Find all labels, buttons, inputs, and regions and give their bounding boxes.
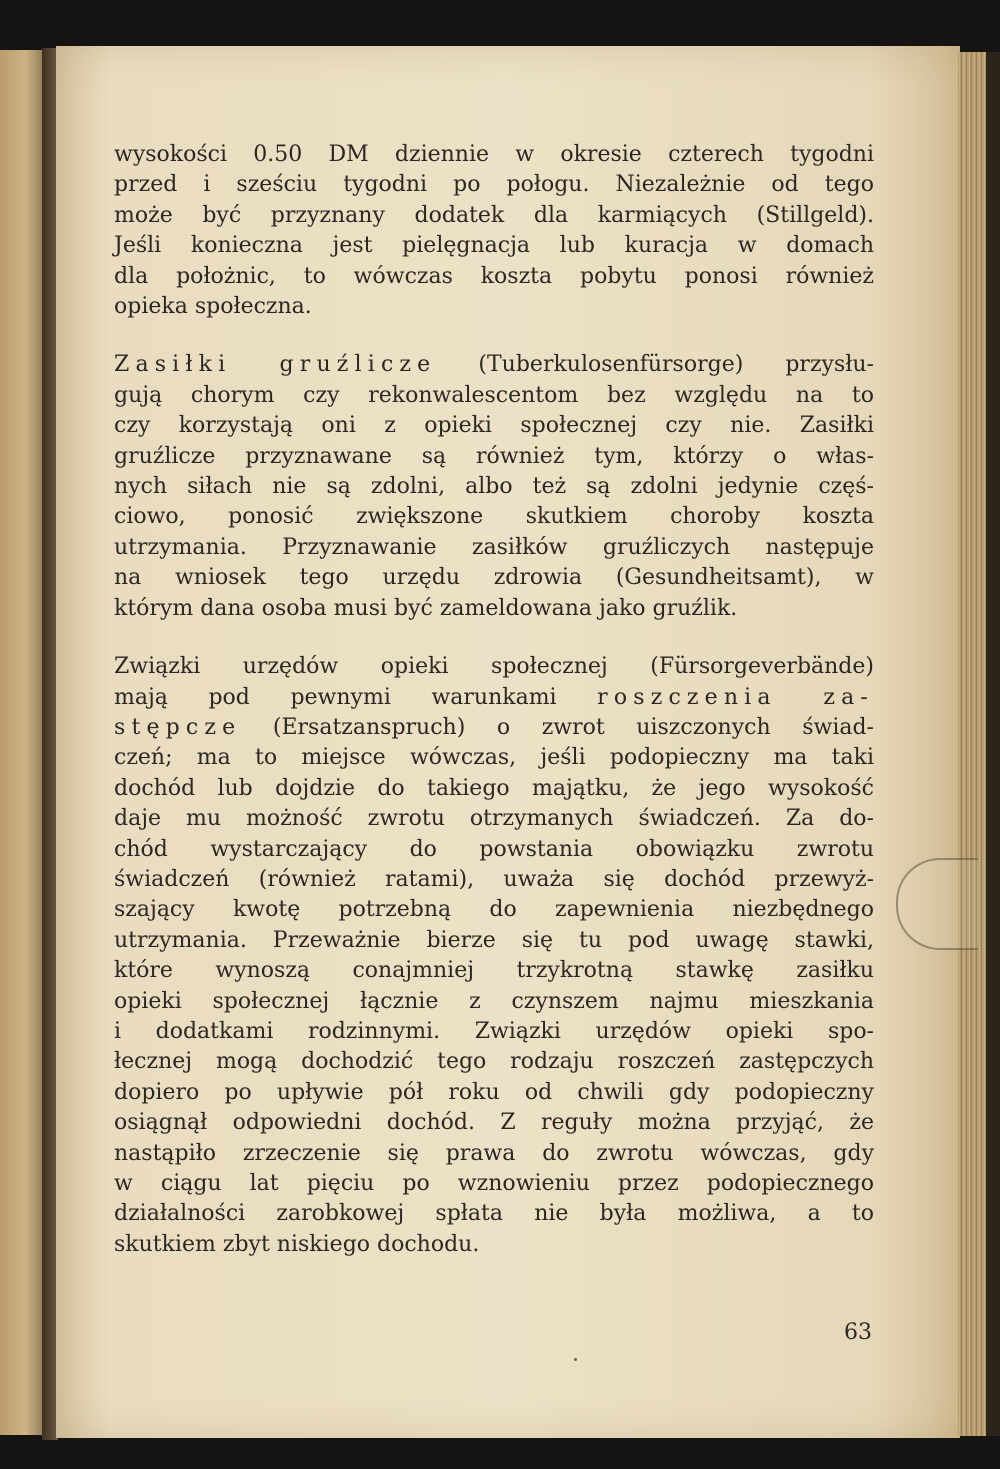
text-line: Jeśli konieczna jest pielęgnacja lub kuracja w domach [114,233,874,259]
body-text [114,140,874,1288]
page-stack-edges [958,52,988,1436]
text-line: utrzymania. Przeważnie bierze się tu pod uwagę stawki, [114,927,874,953]
text-line: Związki urzędów opieki społecznej (Fürsorgeverbände) [114,654,874,680]
text-line: czeń; ma to miejsce wówczas, jeśli podopieczny ma taki [114,745,874,771]
text-line: nastąpiło zrzeczenie się prawa do zwrotu wówczas, gdy [114,1140,874,1166]
text-line: ciowo, ponosić zwiększone skutkiem choroby koszta [114,504,874,530]
text-line [114,683,874,713]
text-line: szający kwotę potrzebną do zapewnienia niezbędnego [114,897,874,923]
text-run: (Ersatzanspruch) o zwrot uiszczonych świad- [241,714,874,740]
text-line: w ciągu lat pięciu po wznowieniu przez podopiecznego [114,1171,874,1196]
text-line: gruźlicze przyznawane są również tym, którzy o włas- [114,443,874,469]
text-line: łecznej mogą dochodzić tego rodzaju roszczeń zastępczych [114,1049,874,1075]
text-line [114,350,874,380]
text-line: i dodatkami rodzinnymi. Związki urzędów opieki spo- [114,1018,874,1044]
text-line: nych siłach nie są zdolni, albo też są zdolni jedynie częś- [114,474,874,500]
text-line: chód wystarczający do powstania obowiązku zwrotu [114,836,874,862]
spaced-term: stępcze [114,714,242,740]
text-line: daje mu możność zwrotu otrzymanych świadczeń. Za do- [114,806,874,832]
page-number: 63 [844,1320,872,1345]
text-line: czy korzystają oni z opieki społecznej czy nie. Zasiłki [114,413,874,439]
text-line: dopiero po upływie pół roku od chwili gdy podopieczny [114,1079,874,1105]
text-run: (Tuberkulosenfürsorge) przysłu- [436,352,874,378]
text-line [114,713,874,743]
text-line: na wniosek tego urzędu zdrowia (Gesundheitsamt), w [114,565,874,591]
ink-speck [574,1358,577,1361]
paragraph-1 [114,140,874,322]
text-line: dochód lub dojdzie do takiego majątku, że jego wysokość [114,775,874,801]
text-line: skutkiem zbyt niskiego dochodu. [114,1231,480,1257]
previous-page-edge [0,50,46,1435]
text-line: dla położnic, to wówczas koszta pobytu ponosi również [114,263,874,289]
paragraph-3 [114,652,874,1260]
text-line: utrzymania. Przyznawanie zasiłków gruźliczych następuje [114,534,874,560]
page-clip [896,858,978,950]
text-line: działalności zarobkowej spłata nie była możliwa, a to [114,1201,874,1227]
text-line: opieka społeczna. [114,294,312,320]
text-line: którym dana osoba musi być zameldowana jako gruźlik. [114,595,738,621]
text-run: mają pod pewnymi warunkami [114,684,598,710]
book-edge-shadow [986,52,1000,1436]
text-line: może być przyznany dodatek dla karmiących (Stillgeld). [114,202,874,228]
spaced-term: Zasiłki gruźlicze [114,352,437,378]
text-line: opieki społecznej łącznie z czynszem najmu mieszkania [114,988,874,1014]
text-line: które wynoszą conajmniej trzykrotną stawkę zasiłku [114,958,874,984]
text-line: gują chorym czy rekonwalescentom bez względu na to [114,382,874,408]
text-line: wysokości 0.50 DM dziennie w okresie czterech tygodni [114,142,874,167]
spaced-term: roszczenia za- [597,684,874,710]
text-line: przed i sześciu tygodni po połogu. Niezależnie od tego [114,172,874,198]
text-line: osiągnął odpowiedni dochód. Z reguły można przyjąć, że [114,1110,874,1136]
paragraph-2 [114,350,874,624]
text-line: świadczeń (również ratami), uważa się dochód przewyż- [114,866,874,892]
